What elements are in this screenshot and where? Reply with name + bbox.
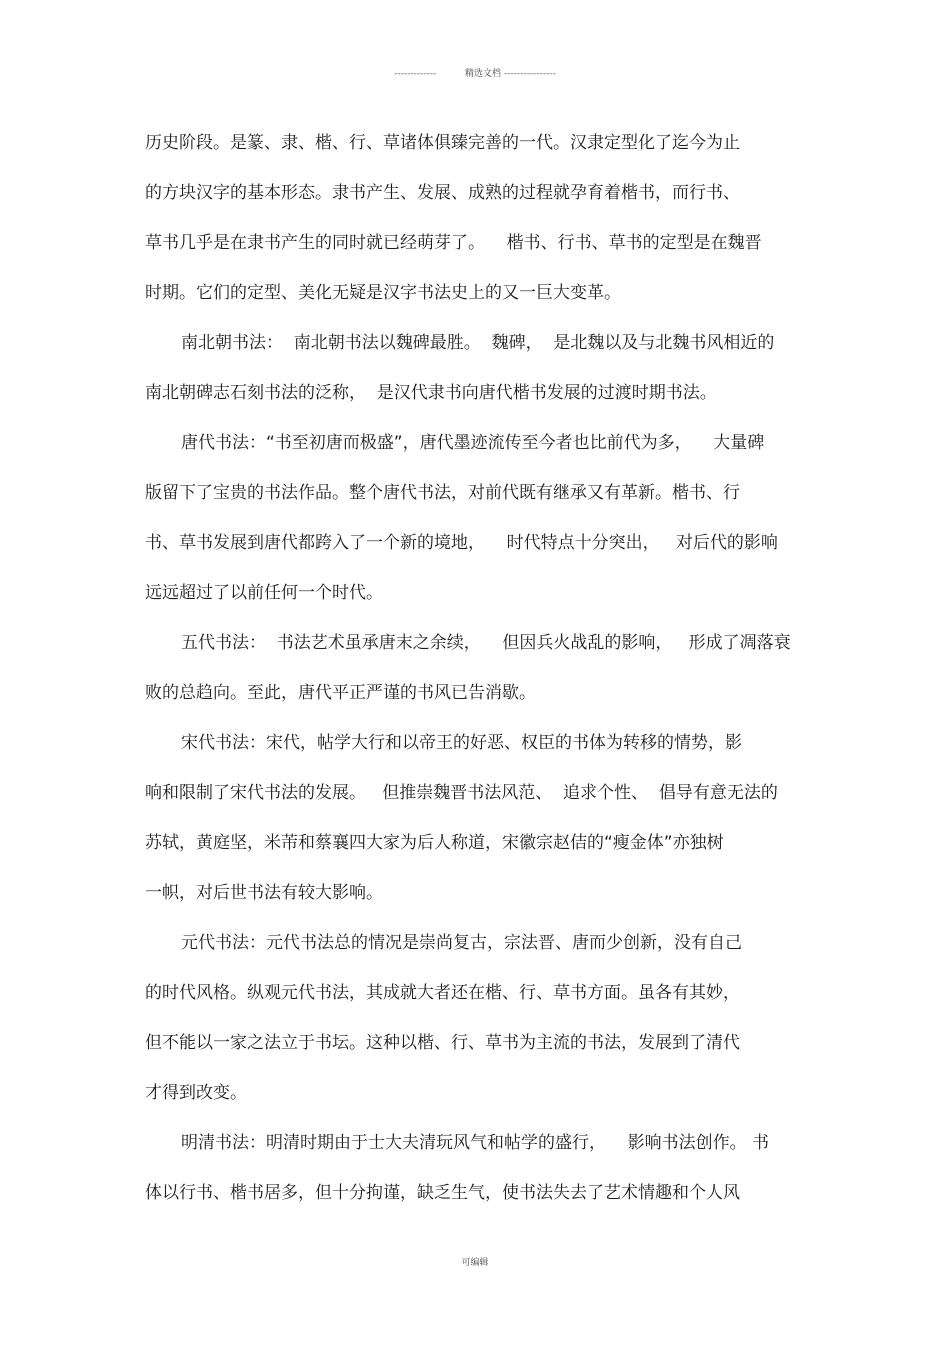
text-line: 版留下了宝贵的书法作品。整个唐代书法，对前代既有继承又有革新。楷书、行 xyxy=(145,483,740,503)
page-header xyxy=(0,66,950,79)
header-left-dashes: ------------- xyxy=(394,69,437,79)
text-line: 响和限制了宋代书法的发展。 但推崇魏晋书法风范、 追求个性、 倡导有意无法的 xyxy=(145,783,778,803)
text-line: 历史阶段。是篆、隶、楷、行、草诸体俱臻完善的一代。汉隶定型化了迄今为止 xyxy=(145,133,740,153)
paragraph-start-line: 南北朝书法： 南北朝书法以魏碑最胜。 魏碑， 是北魏以及与北魏书风相近的 xyxy=(181,333,775,353)
paragraph-start-line: 五代书法： 书法艺术虽承唐末之余续， 但因兵火战乱的影响， 形成了凋落衰 xyxy=(181,633,791,653)
text-line: 南北朝碑志石刻书法的泛称， 是汉代隶书向唐代楷书发展的过渡时期书法。 xyxy=(145,383,717,403)
text-line: 一帜，对后世书法有较大影响。 xyxy=(145,883,383,903)
text-line: 远远超过了以前任何一个时代。 xyxy=(145,583,383,603)
text-line: 草书几乎是在隶书产生的同时就已经萌芽了。 楷书、行书、草书的定型是在魏晋 xyxy=(145,233,762,253)
text-line: 苏轼，黄庭坚，米芾和蔡襄四大家为后人称道，宋徽宗赵佶的“瘦金体”亦独树 xyxy=(145,833,724,853)
text-line: 时期。它们的定型、美化无疑是汉字书法史上的又一巨大变革。 xyxy=(145,283,621,303)
paragraph-start-line: 宋代书法：宋代，帖学大行和以帝王的好恶、权臣的书体为转移的情势，影 xyxy=(181,733,742,753)
text-line: 败的总趋向。至此，唐代平正严谨的书风已告消歇。 xyxy=(145,683,536,703)
text-line: 书、草书发展到唐代都跨入了一个新的境地， 时代特点十分突出， 对后代的影响 xyxy=(145,533,778,553)
text-line: 的方块汉字的基本形态。隶书产生、发展、成熟的过程就孕育着楷书，而行书、 xyxy=(145,183,740,203)
text-line: 的时代风格。纵观元代书法，其成就大者还在楷、行、草书方面。虽各有其妙， xyxy=(145,983,740,1003)
paragraph-start-line: 唐代书法：“书至初唐而极盛”，唐代墨迹流传至今者也比前代为多， 大量碑 xyxy=(181,433,765,453)
text-line: 但不能以一家之法立于书坛。这种以楷、行、草书为主流的书法，发展到了清代 xyxy=(145,1033,740,1053)
paragraph-start-line: 明清书法：明清时期由于士大夫清玩风气和帖学的盛行， 影响书法创作。 书 xyxy=(181,1133,770,1153)
paragraph-start-line: 元代书法：元代书法总的情况是崇尚复古，宗法晋、唐而少创新，没有自己 xyxy=(181,933,742,953)
text-line: 才得到改变。 xyxy=(145,1083,247,1103)
page-footer: 可编辑 xyxy=(461,1258,489,1268)
header-title: 精选文档 xyxy=(464,69,501,79)
header-right-dashes: ---------------- xyxy=(503,69,556,79)
text-line: 体以行书、楷书居多，但十分拘谨，缺乏生气，使书法失去了艺术情趣和个人风 xyxy=(145,1183,740,1203)
